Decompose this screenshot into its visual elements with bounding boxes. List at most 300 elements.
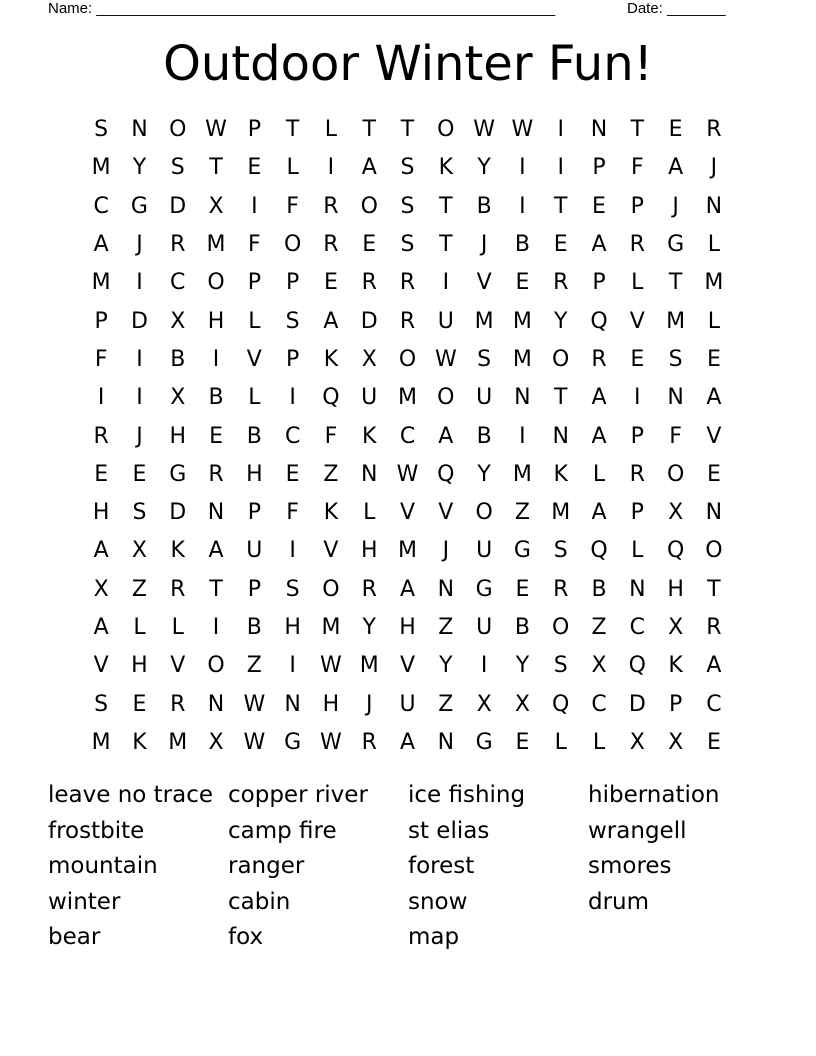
grid-letter: W <box>243 691 266 717</box>
grid-letter: Z <box>131 576 147 602</box>
grid-letter: Z <box>591 615 607 640</box>
grid-letter: J <box>136 232 143 258</box>
word-list-item: fox <box>228 924 264 951</box>
grid-letter: I <box>136 270 143 296</box>
grid-letter: R <box>323 193 339 219</box>
grid-letter: P <box>247 270 261 296</box>
grid-letter: A <box>438 423 454 449</box>
grid-letter: G <box>667 232 685 258</box>
grid-letter: L <box>248 385 261 411</box>
grid-letter: R <box>170 576 186 602</box>
grid-letter: X <box>170 385 186 411</box>
grid-letter: L <box>707 308 721 334</box>
grid-letter: H <box>92 500 110 526</box>
grid-letter: R <box>208 461 224 487</box>
grid-letter: C <box>629 615 645 640</box>
grid-letter: X <box>476 691 492 717</box>
grid-letter: N <box>514 385 531 411</box>
grid-row <box>82 647 734 685</box>
grid-letter: I <box>251 193 258 219</box>
grid-letter: Z <box>246 653 262 679</box>
word-list-item: copper river <box>228 782 368 808</box>
grid-letter: A <box>93 538 109 564</box>
grid-letter: D <box>169 193 187 219</box>
grid-letter: C <box>284 423 301 449</box>
grid-letter: P <box>668 691 683 717</box>
grid-letter: B <box>246 423 262 449</box>
grid-letter: R <box>399 308 416 334</box>
grid-letter: W <box>511 117 534 143</box>
grid-letter: Y <box>132 155 147 181</box>
grid-letter: U <box>361 385 378 411</box>
grid-letter: I <box>289 538 296 564</box>
grid-letter: C <box>93 193 109 219</box>
grid-letter: F <box>248 232 261 258</box>
grid-letter: V <box>323 538 339 564</box>
grid-letter: X <box>591 653 607 679</box>
grid-letter: R <box>361 729 377 755</box>
grid-letter: N <box>705 500 723 526</box>
word-list-item: forest <box>408 853 475 880</box>
grid-letter: M <box>91 270 111 296</box>
grid-letter: D <box>628 691 646 717</box>
grid-letter: X <box>93 576 109 602</box>
grid-letter: S <box>477 346 492 372</box>
grid-letter: R <box>170 232 186 258</box>
word-list-item: leave no trace <box>48 782 214 808</box>
grid-letter: E <box>592 193 606 219</box>
grid-letter: V <box>93 653 109 679</box>
grid-letter: J <box>442 538 450 564</box>
grid-letter: I <box>136 385 143 411</box>
grid-letter: J <box>365 691 373 717</box>
grid-letter: P <box>247 576 261 602</box>
grid-letter: E <box>362 232 377 258</box>
grid-letter: U <box>476 538 493 564</box>
grid-letter: K <box>553 461 568 487</box>
grid-letter: X <box>170 308 186 334</box>
grid-letter: T <box>209 576 223 602</box>
grid-letter: W <box>320 729 342 755</box>
grid-letter: N <box>207 500 225 526</box>
grid-row <box>82 685 734 723</box>
grid-letter: O <box>169 117 187 143</box>
grid-letter: L <box>286 155 299 181</box>
word-list-item: snow <box>408 888 468 915</box>
grid-letter: J <box>672 193 679 219</box>
grid-letter: M <box>168 729 188 755</box>
grid-letter: X <box>131 538 147 564</box>
grid-letter: G <box>475 576 493 602</box>
grid-letter: A <box>591 385 607 411</box>
grid-letter: F <box>94 346 108 372</box>
word-list-item: bear <box>48 924 101 951</box>
grid-letter: N <box>207 691 225 717</box>
grid-letter: K <box>170 538 185 564</box>
grid-letter: L <box>592 461 606 487</box>
grid-letter: K <box>668 653 683 679</box>
grid-letter: M <box>551 500 571 526</box>
grid-row <box>82 532 734 570</box>
grid-letter: H <box>207 308 225 334</box>
grid-letter: E <box>323 270 338 296</box>
grid-letter: E <box>553 232 568 258</box>
grid-letter: B <box>476 423 492 449</box>
grid-letter: A <box>93 615 109 640</box>
grid-letter: B <box>514 615 530 640</box>
grid-letter: R <box>323 232 339 258</box>
grid-letter: N <box>705 193 723 219</box>
grid-letter: O <box>666 461 685 487</box>
grid-letter: L <box>363 500 376 526</box>
grid-letter: I <box>327 155 335 181</box>
grid-letter: G <box>130 193 148 219</box>
grid-letter: W <box>396 461 419 487</box>
grid-letter: R <box>93 423 109 449</box>
grid-letter: O <box>207 653 225 679</box>
letter-grid <box>82 111 734 762</box>
grid-letter: H <box>169 423 187 449</box>
grid-letter: L <box>324 117 338 143</box>
grid-letter: V <box>476 270 492 296</box>
grid-letter: X <box>361 346 377 372</box>
grid-letter: L <box>554 729 567 755</box>
grid-letter: R <box>629 461 645 487</box>
grid-letter: I <box>136 346 143 372</box>
grid-letter: Y <box>477 155 491 181</box>
grid-letter: E <box>515 729 530 755</box>
grid-row <box>82 341 734 379</box>
word-list-item: smores <box>588 853 672 880</box>
grid-letter: B <box>208 385 224 411</box>
grid-letter: W <box>320 653 342 679</box>
grid-letter: C <box>399 423 416 449</box>
grid-letter: U <box>476 615 493 640</box>
grid-letter: A <box>399 729 416 755</box>
grid-letter: Y <box>439 653 453 679</box>
grid-letter: O <box>398 346 417 372</box>
grid-letter: J <box>710 155 718 181</box>
grid-letter: B <box>514 232 530 258</box>
grid-letter: I <box>634 385 641 411</box>
grid-letter: R <box>706 117 722 143</box>
grid-letter: N <box>131 117 148 143</box>
grid-letter: E <box>706 346 721 372</box>
grid-letter: E <box>630 346 645 372</box>
grid-letter: T <box>668 270 683 296</box>
grid-letter: R <box>361 270 377 296</box>
grid-row <box>82 456 734 494</box>
grid-letter: L <box>133 615 146 640</box>
grid-letter: V <box>629 308 645 334</box>
grid-letter: L <box>707 232 721 258</box>
grid-letter: B <box>476 193 492 219</box>
grid-letter: S <box>170 155 185 181</box>
grid-letter: W <box>473 117 495 143</box>
grid-letter: M <box>91 155 111 181</box>
grid-row <box>82 379 734 417</box>
grid-letter: I <box>442 270 450 296</box>
word-list <box>48 778 768 956</box>
grid-letter: T <box>285 117 300 143</box>
grid-letter: M <box>321 615 341 640</box>
grid-letter: Z <box>514 500 530 526</box>
grid-letter: T <box>439 232 453 258</box>
grid-letter: B <box>170 346 186 372</box>
grid-letter: B <box>246 615 262 640</box>
grid-letter: V <box>170 653 186 679</box>
grid-letter: P <box>94 308 108 334</box>
grid-letter: F <box>286 500 299 526</box>
grid-row <box>82 724 734 762</box>
grid-letter: R <box>591 346 607 372</box>
grid-letter: G <box>513 538 531 564</box>
grid-letter: T <box>553 385 568 411</box>
grid-letter: V <box>399 500 416 526</box>
grid-row <box>82 264 734 302</box>
grid-letter: F <box>669 423 682 449</box>
grid-letter: I <box>289 653 296 679</box>
header <box>48 0 748 20</box>
grid-letter: P <box>592 270 606 296</box>
grid-letter: Q <box>590 538 608 564</box>
grid-letter: M <box>512 461 532 487</box>
grid-letter: O <box>705 538 723 564</box>
grid-letter: K <box>132 729 147 755</box>
grid-letter: L <box>631 538 644 564</box>
grid-letter: Q <box>552 691 570 717</box>
grid-letter: E <box>94 461 109 487</box>
grid-letter: I <box>212 615 220 640</box>
grid-letter: W <box>205 117 227 143</box>
grid-letter: H <box>284 615 301 640</box>
grid-letter: O <box>283 232 302 258</box>
grid-letter: H <box>360 538 378 564</box>
grid-letter: P <box>630 500 644 526</box>
grid-letter: P <box>285 270 300 296</box>
grid-letter: R <box>553 270 569 296</box>
grid-letter: O <box>322 576 340 602</box>
grid-letter: P <box>630 423 644 449</box>
grid-row <box>82 302 734 340</box>
grid-letter: I <box>519 423 526 449</box>
grid-letter: G <box>475 729 493 755</box>
grid-letter: I <box>519 155 526 181</box>
grid-letter: D <box>169 500 187 526</box>
grid-row <box>82 188 734 226</box>
grid-letter: A <box>208 538 224 564</box>
grid-letter: Q <box>666 538 685 564</box>
grid-letter: P <box>285 346 300 372</box>
grid-letter: E <box>247 155 262 181</box>
grid-letter: P <box>592 155 606 181</box>
grid-letter: O <box>475 500 493 526</box>
grid-letter: P <box>630 193 644 219</box>
grid-letter: I <box>557 117 564 143</box>
grid-letter: Z <box>438 615 454 640</box>
grid-letter: E <box>706 461 721 487</box>
grid-letter: L <box>592 729 606 755</box>
grid-letter: E <box>285 461 300 487</box>
grid-row <box>82 226 734 264</box>
grid-letter: S <box>94 117 109 143</box>
grid-letter: N <box>629 576 646 602</box>
grid-letter: E <box>668 117 683 143</box>
grid-letter: O <box>437 385 455 411</box>
grid-letter: E <box>132 691 147 717</box>
grid-letter: C <box>706 691 722 717</box>
grid-letter: W <box>434 346 457 372</box>
grid-letter: H <box>399 615 416 640</box>
word-list-item: camp fire <box>228 817 337 844</box>
word-list-item: st elias <box>408 817 490 844</box>
date-field-label: Date: _______ <box>627 0 726 17</box>
grid-letter: M <box>398 538 418 564</box>
grid-letter: R <box>361 576 377 602</box>
grid-letter: Q <box>590 308 608 334</box>
grid-letter: H <box>131 653 148 679</box>
grid-letter: T <box>707 576 721 602</box>
grid-letter: A <box>706 653 722 679</box>
grid-letter: M <box>512 346 532 372</box>
word-list-item: cabin <box>228 888 291 915</box>
grid-letter: A <box>591 500 607 526</box>
grid-letter: V <box>246 346 262 372</box>
grid-letter: S <box>132 500 147 526</box>
grid-letter: X <box>668 615 684 640</box>
grid-letter: L <box>248 308 261 334</box>
grid-letter: U <box>399 691 416 717</box>
grid-letter: R <box>553 576 569 602</box>
grid-letter: K <box>362 423 377 449</box>
grid-letter: P <box>247 117 261 143</box>
grid-letter: H <box>246 461 263 487</box>
grid-letter: S <box>285 576 300 602</box>
grid-letter: G <box>284 729 302 755</box>
grid-letter: R <box>629 232 645 258</box>
grid-letter: N <box>437 576 455 602</box>
grid-letter: A <box>591 423 607 449</box>
grid-letter: C <box>170 270 186 296</box>
grid-letter: N <box>360 461 378 487</box>
grid-letter: E <box>515 576 530 602</box>
grid-letter: Q <box>322 385 340 411</box>
grid-letter: J <box>480 232 488 258</box>
grid-letter: I <box>212 346 220 372</box>
grid-letter: I <box>480 653 488 679</box>
grid-letter: X <box>668 729 684 755</box>
grid-letter: M <box>704 270 724 296</box>
grid-letter: D <box>130 308 148 334</box>
grid-letter: B <box>591 576 607 602</box>
grid-letter: M <box>398 385 418 411</box>
grid-letter: A <box>399 576 416 602</box>
grid-letter: L <box>631 270 644 296</box>
grid-letter: I <box>289 385 296 411</box>
grid-letter: Z <box>323 461 339 487</box>
grid-letter: V <box>438 500 454 526</box>
grid-letter: T <box>630 117 645 143</box>
grid-letter: X <box>629 729 645 755</box>
grid-letter: T <box>439 193 453 219</box>
grid-letter: J <box>136 423 143 449</box>
grid-letter: F <box>286 193 299 219</box>
grid-letter: Y <box>515 653 530 679</box>
grid-letter: A <box>591 232 607 258</box>
word-list-item: winter <box>48 888 121 915</box>
grid-row <box>82 417 734 455</box>
name-field-label: Name: _______________________________________________________ <box>48 0 556 17</box>
grid-letter: N <box>284 691 301 717</box>
grid-letter: K <box>323 500 339 526</box>
grid-letter: V <box>399 653 416 679</box>
grid-letter: S <box>668 346 683 372</box>
grid-letter: C <box>591 691 607 717</box>
word-list-item: ranger <box>228 853 305 880</box>
grid-letter: Q <box>437 461 455 487</box>
grid-letter: E <box>132 461 147 487</box>
grid-letter: X <box>208 193 224 219</box>
grid-letter: M <box>474 308 494 334</box>
grid-letter: K <box>438 155 454 181</box>
grid-letter: N <box>437 729 455 755</box>
word-list-item: frostbite <box>48 817 145 844</box>
word-list-item: ice fishing <box>408 782 526 808</box>
grid-letter: X <box>208 729 224 755</box>
grid-letter: R <box>399 270 416 296</box>
grid-letter: W <box>243 729 266 755</box>
grid-letter: A <box>361 155 377 181</box>
grid-letter: T <box>553 193 568 219</box>
grid-letter: Y <box>553 308 568 334</box>
grid-letter: U <box>246 538 263 564</box>
grid-letter: M <box>512 308 532 334</box>
grid-letter: T <box>362 117 376 143</box>
grid-letter: F <box>630 155 644 181</box>
word-list-item <box>588 920 768 956</box>
grid-letter: Q <box>628 653 646 679</box>
grid-letter: I <box>519 193 526 219</box>
grid-letter: E <box>209 423 223 449</box>
grid-letter: Z <box>438 691 454 717</box>
grid-letter: N <box>552 423 569 449</box>
grid-letter: M <box>91 729 111 755</box>
grid-letter: S <box>553 653 568 679</box>
grid-letter: Y <box>477 461 491 487</box>
grid-letter: A <box>93 232 109 258</box>
grid-letter: F <box>324 423 338 449</box>
grid-row <box>82 571 734 609</box>
grid-letter: S <box>400 155 415 181</box>
grid-letter: H <box>667 576 684 602</box>
grid-letter: I <box>557 155 564 181</box>
grid-row <box>82 609 734 647</box>
grid-letter: X <box>514 691 530 717</box>
grid-row <box>82 111 734 149</box>
grid-letter: R <box>170 691 186 717</box>
grid-letter: E <box>706 729 721 755</box>
grid-letter: G <box>169 461 187 487</box>
grid-letter: I <box>97 385 105 411</box>
grid-letter: M <box>359 653 379 679</box>
grid-letter: V <box>706 423 722 449</box>
grid-letter: N <box>667 385 684 411</box>
grid-letter: A <box>323 308 339 334</box>
word-list-item: drum <box>588 888 650 915</box>
grid-letter: S <box>94 691 109 717</box>
grid-letter: U <box>437 308 454 334</box>
grid-letter: O <box>437 117 455 143</box>
